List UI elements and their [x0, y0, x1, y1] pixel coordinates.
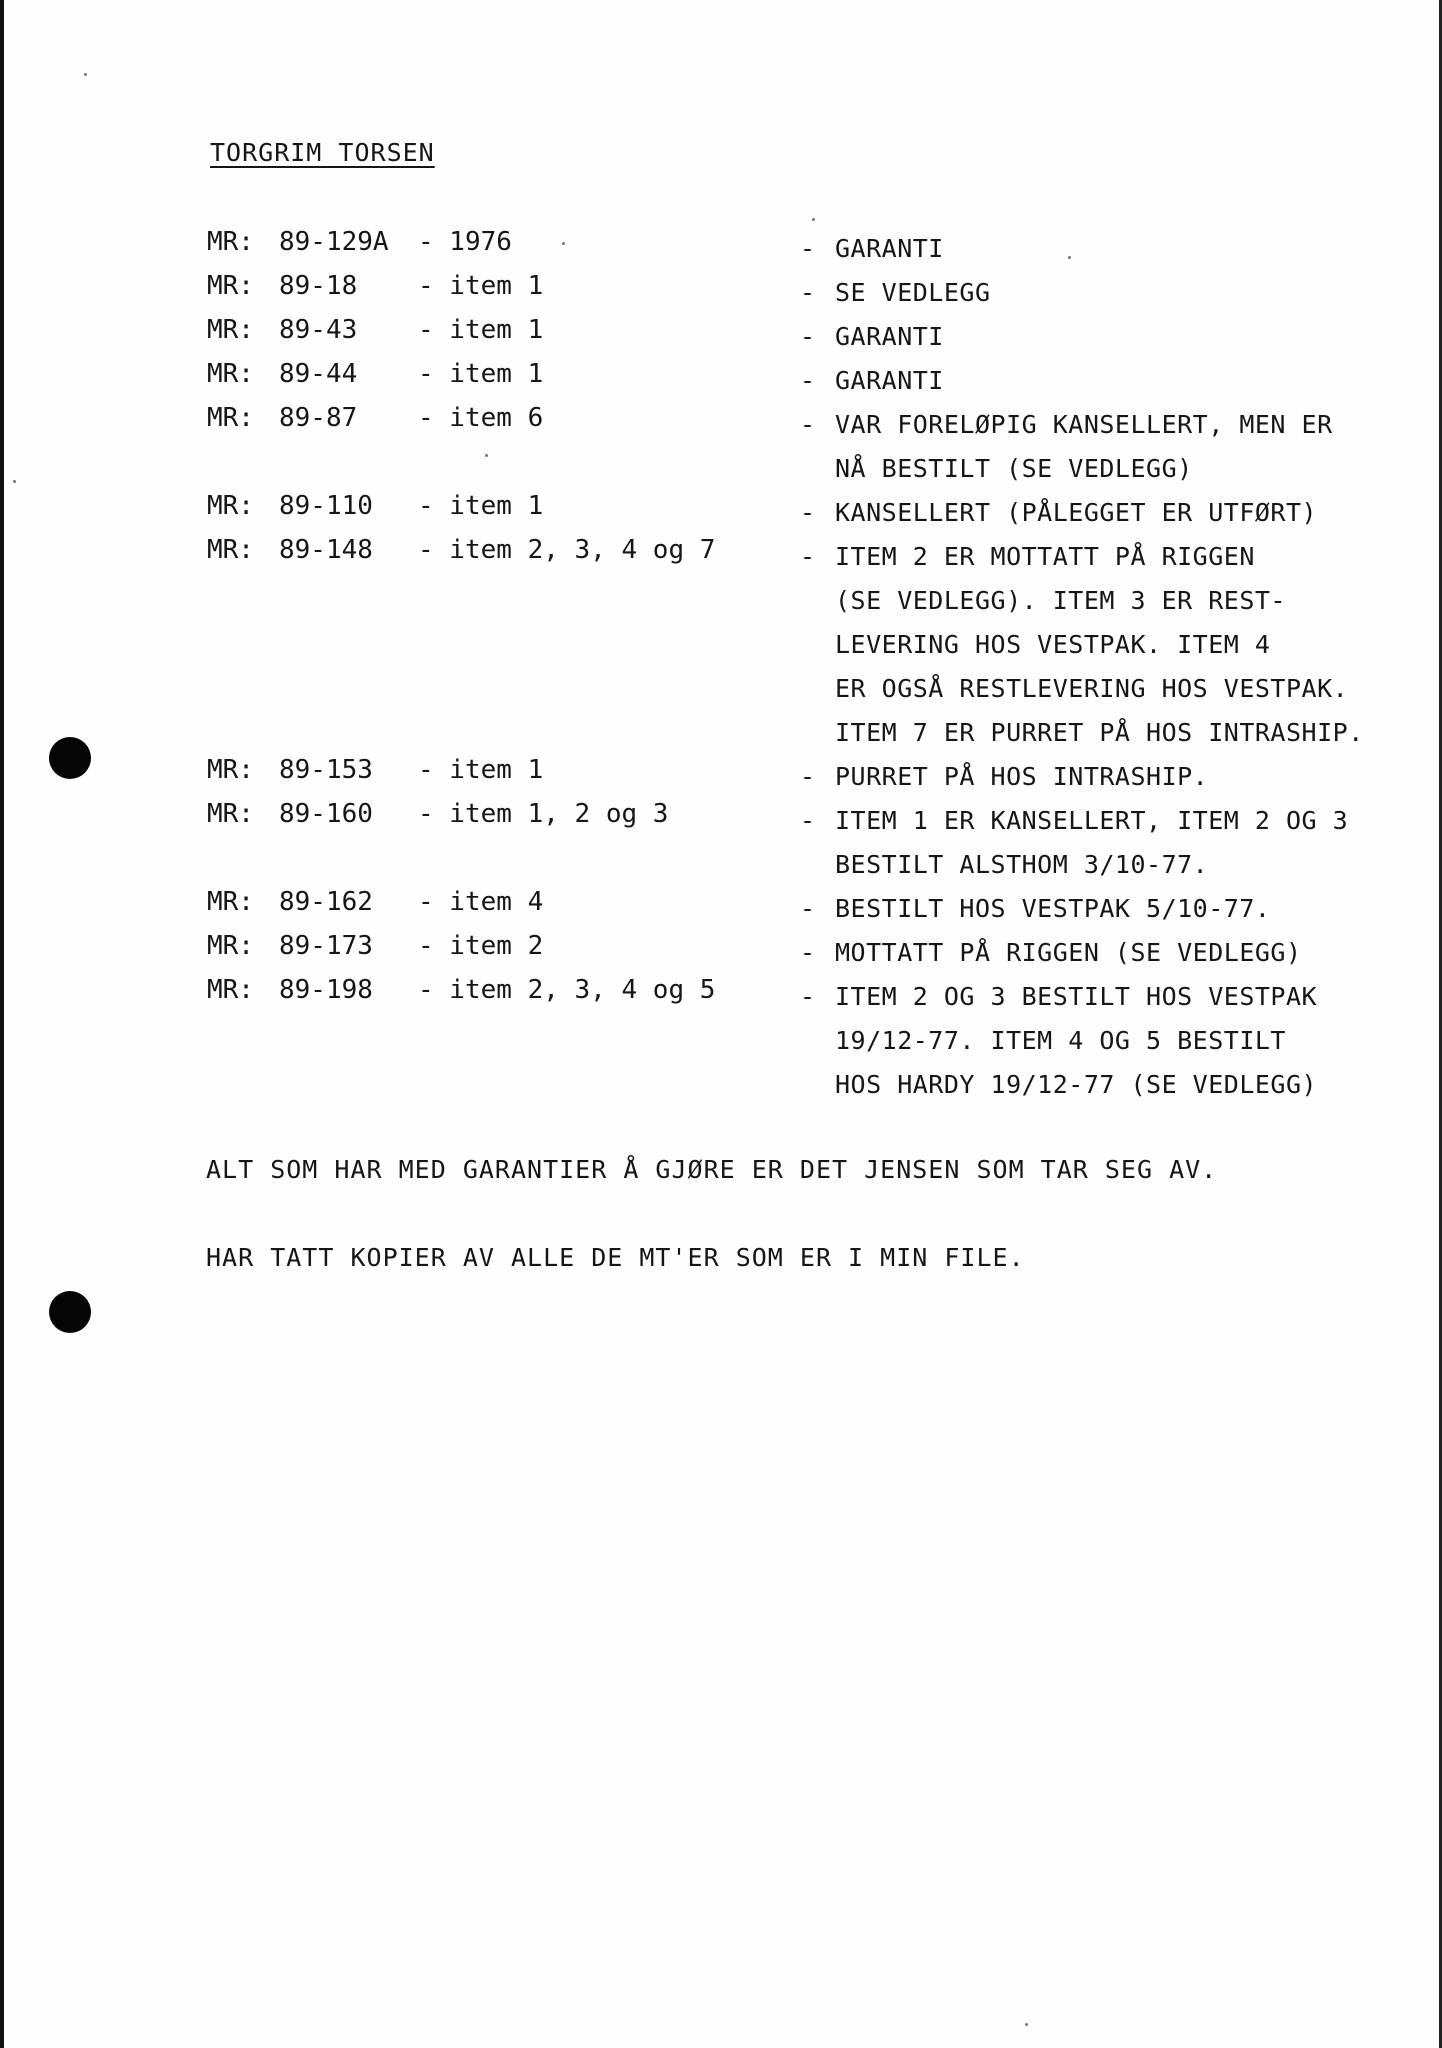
mr-number: 89-129A — [279, 227, 389, 257]
mr-label: MR: — [207, 931, 254, 961]
mr-note: - SE VEDLEGG — [800, 271, 1442, 315]
scan-speck — [812, 218, 815, 221]
document-title: TORGRIM TORSEN — [210, 138, 435, 167]
punch-hole — [49, 1291, 91, 1333]
mr-label: MR: — [207, 359, 254, 389]
mr-number: 89-18 — [279, 271, 358, 301]
mr-number: 89-110 — [279, 491, 373, 521]
mr-label: MR: — [207, 755, 254, 785]
mr-number: 89-148 — [279, 535, 373, 565]
mr-label: MR: — [207, 535, 254, 565]
mr-label: MR: — [207, 403, 254, 433]
mr-item: - item 1 — [418, 755, 544, 785]
mr-number: 89-198 — [279, 975, 373, 1005]
mr-item: - item 1 — [418, 491, 544, 521]
mr-note: - BESTILT HOS VESTPAK 5/10-77. — [800, 887, 1442, 931]
mr-item: - item 2, 3, 4 og 5 — [418, 975, 716, 1005]
scan-speck — [13, 480, 16, 483]
mr-item: - item 1 — [418, 271, 544, 301]
mr-label: MR: — [207, 315, 254, 345]
mr-item: - item 2, 3, 4 og 7 — [418, 535, 716, 565]
mr-label: MR: — [207, 887, 254, 917]
mr-note: - GARANTI — [800, 359, 1442, 403]
mr-number: 89-153 — [279, 755, 373, 785]
scan-speck — [84, 73, 87, 76]
mr-item: - item 1 — [418, 315, 544, 345]
mr-note: - PURRET PÅ HOS INTRASHIP. — [800, 755, 1442, 799]
mr-label: MR: — [207, 799, 254, 829]
mr-note: - ITEM 2 OG 3 BESTILT HOS VESTPAK 19/12-77. ITEM 4 OG 5 BESTILT HOS HARDY 19/12-77 (SE VEDLEGG) — [800, 975, 1442, 1107]
mr-number: 89-173 — [279, 931, 373, 961]
mr-label: MR: — [207, 491, 254, 521]
mr-label: MR: — [207, 227, 254, 257]
mr-item: - item 6 — [418, 403, 544, 433]
mr-note: - KANSELLERT (PÅLEGGET ER UTFØRT) — [800, 491, 1442, 535]
mr-label: MR: — [207, 975, 254, 1005]
closing-note-copies: HAR TATT KOPIER AV ALLE DE MT'ER SOM ER I MIN FILE. — [206, 1243, 1025, 1272]
mr-note: - GARANTI — [800, 227, 1442, 271]
scan-edge-left — [0, 0, 4, 2048]
mr-number: 89-162 — [279, 887, 373, 917]
mr-item: - item 2 — [418, 931, 544, 961]
mr-label: MR: — [207, 271, 254, 301]
closing-note-warranty: ALT SOM HAR MED GARANTIER Å GJØRE ER DET JENSEN SOM TAR SEG AV. — [206, 1155, 1218, 1184]
mr-number: 89-87 — [279, 403, 358, 433]
mr-note: - ITEM 1 ER KANSELLERT, ITEM 2 OG 3 BESTILT ALSTHOM 3/10-77. — [800, 799, 1442, 887]
mr-note: - ITEM 2 ER MOTTATT PÅ RIGGEN (SE VEDLEGG). ITEM 3 ER REST- LEVERING HOS VESTPAK. ITEM 4 ER OGSÅ RESTLEVERING HOS VESTPAK. ITEM 7 ER PURRET PÅ HOS INTRASHIP. — [800, 535, 1442, 755]
mr-item: - item 1, 2 og 3 — [418, 799, 669, 829]
mr-number: 89-43 — [279, 315, 358, 345]
mr-item: - item 1 — [418, 359, 544, 389]
mr-number: 89-160 — [279, 799, 373, 829]
mr-note: - MOTTATT PÅ RIGGEN (SE VEDLEGG) — [800, 931, 1442, 975]
mr-note: - GARANTI — [800, 315, 1442, 359]
scan-speck — [562, 242, 565, 245]
scan-speck — [1025, 2023, 1028, 2026]
mr-note: - VAR FORELØPIG KANSELLERT, MEN ER NÅ BESTILT (SE VEDLEGG) — [800, 403, 1442, 491]
mr-item: - item 4 — [418, 887, 544, 917]
punch-hole — [49, 737, 91, 779]
mr-number: 89-44 — [279, 359, 358, 389]
mr-item: - 1976 — [418, 227, 512, 257]
scan-speck — [485, 454, 488, 457]
